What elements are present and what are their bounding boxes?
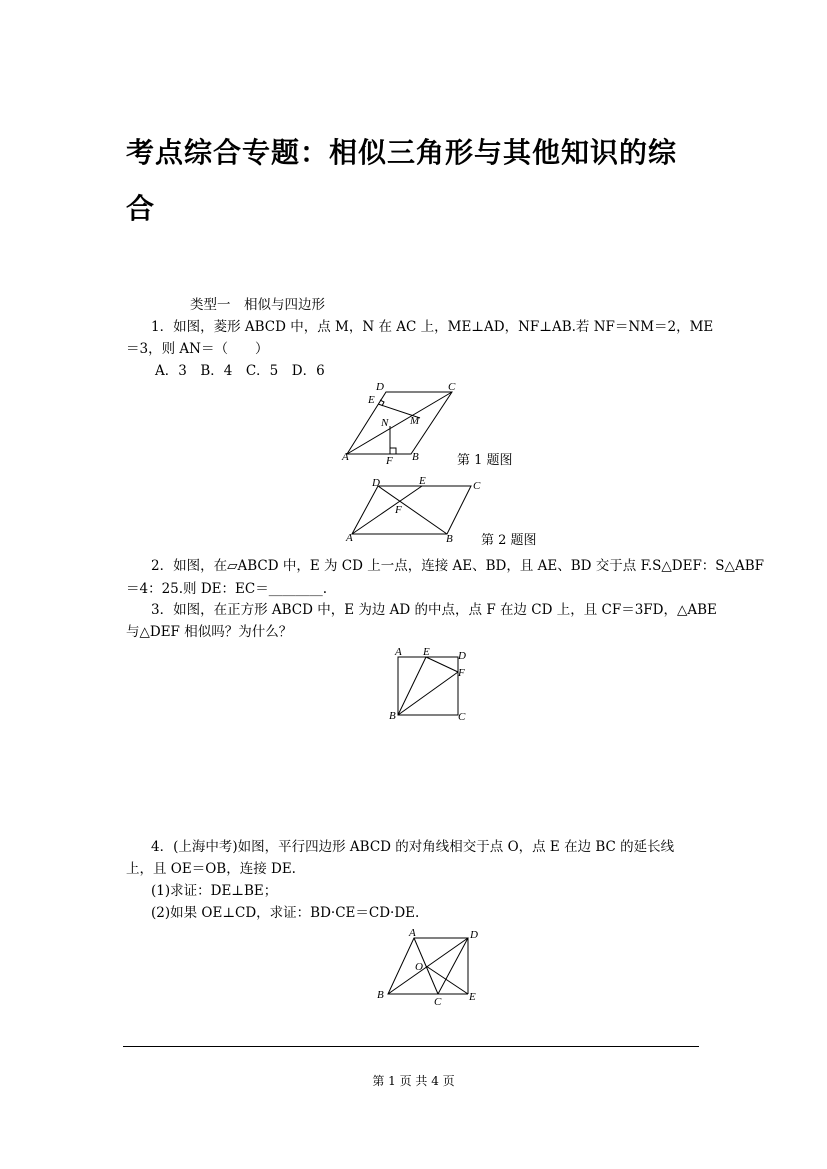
q1-label-b: B: [412, 451, 419, 463]
q2-label-e: E: [419, 475, 426, 487]
q1-text-line2: ＝3，则 AN＝（ ）: [126, 341, 269, 357]
q3-figure: [386, 643, 472, 725]
q3-segment-be: [398, 657, 426, 715]
q1-text-line1: 1．如图，菱形 ABCD 中，点 M，N 在 AC 上，ME⊥AD，NF⊥AB.若 NF＝NM＝2，ME: [151, 319, 714, 335]
q3-label-c: C: [458, 711, 466, 723]
page-number: 第 1 页 共 4 页: [372, 1074, 455, 1088]
q2-label-b: B: [446, 533, 453, 545]
q2-label-f: F: [395, 504, 402, 516]
section-heading: 类型一 相似与四边形: [190, 297, 325, 313]
q4-label-b: B: [377, 989, 384, 1001]
q3-square: [398, 657, 458, 715]
q4-part1: (1)求证：DE⊥BE；: [151, 883, 278, 899]
q3-segment-ef: [426, 657, 458, 672]
q3-label-f: F: [458, 667, 465, 679]
q4-label-d: D: [470, 929, 478, 941]
q4-text-line2: 上，且 OE＝OB，连接 DE.: [126, 861, 296, 877]
q4-label-o: O: [415, 961, 423, 973]
q3-label-e: E: [423, 646, 430, 658]
q4-label-a: A: [409, 927, 416, 939]
q1-label-m: M: [410, 415, 420, 427]
footer-divider: [123, 1046, 699, 1047]
q3-label-b: B: [389, 710, 396, 722]
q2-label-a: A: [346, 532, 353, 544]
q1-diagonal-ac: [347, 392, 452, 454]
q2-figure: [340, 474, 490, 546]
q1-label-c: C: [448, 381, 456, 393]
q2-text-line2: ＝4：25.则 DE：EC＝________.: [126, 581, 328, 597]
q2-diagonal-bd: [378, 486, 447, 534]
q4-figure: [372, 924, 484, 1008]
q2-figure-caption: 第 2 题图: [481, 533, 537, 548]
q1-figure: [340, 378, 470, 466]
q4-label-c: C: [434, 996, 442, 1008]
q1-label-d: D: [376, 381, 384, 393]
q3-text-line2: 与△DEF 相似吗？为什么？: [126, 624, 293, 640]
q1-label-a: A: [342, 451, 349, 463]
q3-label-d: D: [458, 650, 466, 662]
q2-label-d: D: [372, 477, 380, 489]
q1-options: A．3 B．4 C．5 D．6: [155, 363, 325, 379]
q3-label-a: A: [395, 646, 402, 658]
q4-label-e: E: [469, 991, 476, 1003]
q1-right-angle-f: [390, 448, 396, 454]
page-title-line1: 考点综合专题：相似三角形与其他知识的综: [126, 136, 678, 169]
q1-label-e: E: [368, 394, 375, 406]
q2-text-line1: 2．如图，在▱ABCD 中，E 为 CD 上一点，连接 AE、BD，且 AE、BD 交于点 F.S△DEF：S△ABF: [151, 558, 764, 574]
q2-label-c: C: [473, 480, 481, 492]
q3-text-line1: 3．如图，在正方形 ABCD 中，E 为边 AD 的中点，点 F 在边 CD 上，且 CF＝3FD，△ABE: [151, 602, 717, 618]
q4-text-line1: 4．(上海中考)如图，平行四边形 ABCD 的对角线相交于点 O，点 E 在边 BC 的延长线: [151, 839, 675, 855]
q4-part2: (2)如果 OE⊥CD，求证：BD·CE＝CD·DE.: [151, 905, 420, 921]
q1-figure-caption: 第 1 题图: [457, 453, 513, 468]
q1-label-n: N: [381, 417, 389, 429]
q1-label-f: F: [386, 455, 393, 466]
q2-segment-ae: [352, 486, 422, 534]
page-title-line2: 合: [126, 192, 156, 225]
q3-segment-bf: [398, 672, 458, 715]
